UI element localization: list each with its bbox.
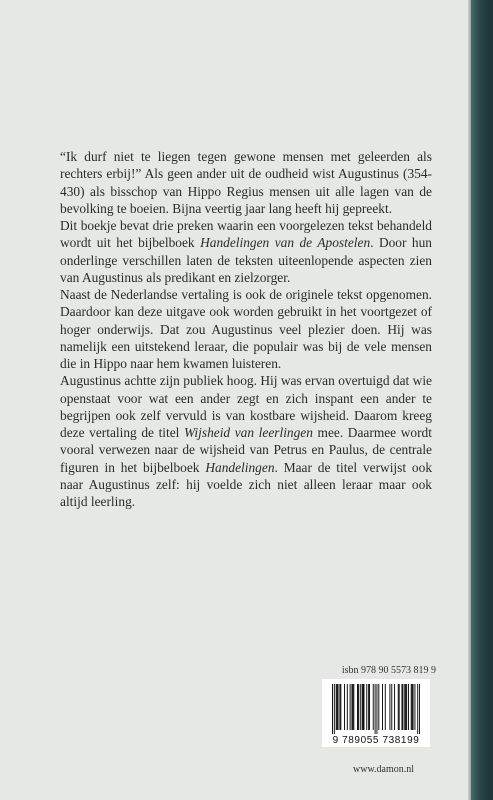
barcode-bar [357, 684, 358, 730]
barcode-bar [385, 684, 386, 730]
barcode-bar [406, 684, 407, 730]
barcode-bar [350, 684, 351, 730]
barcode-bar [375, 684, 376, 734]
barcode-bar [362, 684, 363, 730]
barcode-bar [334, 684, 335, 734]
barcode-bar [405, 684, 406, 730]
barcode-bar [352, 684, 353, 730]
barcode-bar [373, 684, 374, 730]
barcode-bar [369, 684, 370, 730]
barcode-bar [366, 684, 367, 730]
barcode-bar [417, 684, 418, 734]
barcode-bar [332, 684, 333, 734]
book-title-text: Handelingen van de Apostelen [200, 235, 371, 251]
barcode-bar [363, 684, 364, 730]
barcode-bar [363, 684, 364, 730]
barcode-bar [412, 684, 413, 730]
barcode-bar [378, 684, 379, 730]
barcode-number: 9 789055 738199 [332, 735, 420, 746]
blurb-text: “Ik durf niet te liegen tegen gewone mensen met geleerden als rechters erbij!” Als geen ander uit de oudheid wist Augustinus (354-430) als bisschop van Hippo Regius mensen uit alle lagen van de bevolking te boeien. Bijna veertig jaar lang heeft hij gepreekt. [60, 149, 432, 216]
barcode-bar [402, 684, 403, 730]
barcode-bar [419, 684, 420, 734]
barcode-bar [414, 684, 415, 730]
barcode-bar [368, 684, 369, 730]
book-title-text: Handelingen [205, 459, 275, 475]
barcode-bar [404, 684, 405, 730]
barcode-bar [391, 684, 392, 730]
blurb-text: Naast de Nederlandse vertaling is ook de originele tekst opgenomen. Daardoor kan deze uitgave ook worden gebruikt in het voortgezet of hoger onderwijs. Dat zou Augustinus veel plezier doen. Hij was namelijk een uitstekend leraar, die populair was bij de vele mensen die in Hippo naar hem kwamen luisteren. [60, 287, 432, 371]
blurb-text: . Door hun onderlinge verschillen laten de teksten uiteenlopende aspecten zien van Augustinus als predikant en zielzorger. [60, 235, 432, 285]
barcode-bar [413, 684, 414, 730]
book-title-text: Wijsheid van leerlingen [184, 425, 313, 440]
blurb-text: Dit boekje bevat drie preken waarin een voorgelezen tekst behandeld wordt uit het bijbelboek [60, 218, 432, 251]
barcode-bar [389, 684, 390, 730]
blurb-paragraph [60, 286, 432, 372]
blurb-text: Augustinus achtte zijn publiek hoog. Hij was ervan overtuigd dat wie openstaat voor wat een ander zegt en zich inspant een ander te begrijpen ook zelf vervuld is van kostbare wijsheid. Daarom kreeg deze vertaling de titel [60, 373, 432, 440]
barcode-bar [382, 684, 383, 730]
back-cover-blurb [60, 148, 432, 510]
blurb-paragraph [60, 217, 432, 286]
barcode-bar [336, 684, 337, 730]
barcode-bar [351, 684, 352, 730]
barcode-bar [344, 684, 345, 730]
barcode-bar [358, 684, 359, 730]
barcode-bars [332, 684, 420, 734]
blurb-paragraph [60, 148, 432, 217]
barcode-bar [339, 684, 340, 730]
book-spine [471, 0, 493, 800]
isbn-barcode [322, 679, 430, 747]
barcode-bar [337, 684, 338, 730]
barcode-bar [340, 684, 341, 730]
barcode-bar [347, 684, 348, 730]
barcode-bar [398, 684, 399, 730]
barcode-bar [408, 684, 409, 730]
isbn-label: isbn 978 90 5573 819 9 [341, 665, 436, 676]
barcode-bar [401, 684, 402, 730]
barcode-bar [394, 684, 395, 730]
barcode-bar [376, 684, 377, 734]
barcode-bar [399, 684, 400, 730]
barcode-bar [411, 684, 412, 730]
barcode-bar [353, 684, 354, 730]
blurb-paragraph [60, 372, 432, 510]
barcode-bar [360, 684, 361, 730]
blurb-text: mee. Daarmee wordt vooral verwezen naar de wijsheid van Petrus en Paulus, de centrale figuren in het bijbelboek [60, 425, 432, 475]
publisher-website: www.damon.nl [353, 764, 415, 775]
barcode-bar [338, 684, 339, 730]
blurb-text: . Maar de titel verwijst ook naar Augustinus zelf: hij voelde zich niet alleen leraar maar ook altijd leerling. [60, 459, 433, 509]
